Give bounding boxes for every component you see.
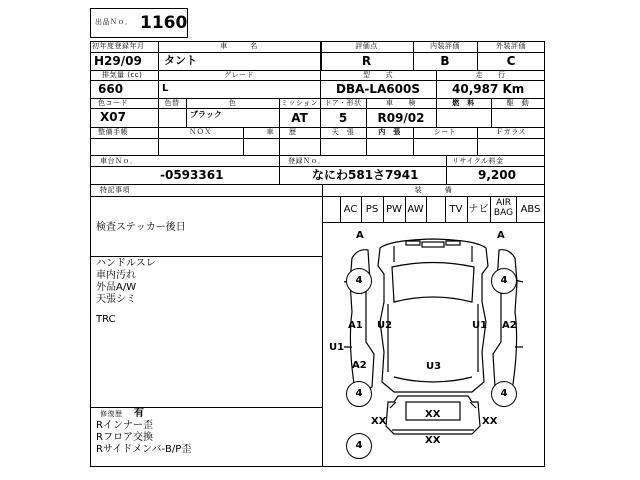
- doors-value: 5: [338, 111, 348, 125]
- damage-marker-xx: XX: [425, 409, 441, 420]
- note-line: ハンドルスレ: [96, 258, 156, 269]
- roof-label: 天 張: [331, 128, 355, 136]
- chassis-label: 車台Ｎｏ．: [100, 157, 138, 165]
- nox-label: ＮＯＸ: [189, 128, 212, 136]
- equipment-aw: AW: [407, 204, 424, 215]
- exterior-value: C: [506, 54, 516, 68]
- year-value: H29/09: [94, 54, 142, 68]
- maintenance-label: 整備手帳: [98, 128, 128, 136]
- rule: [90, 184, 545, 185]
- repair-line: Rフロア交換: [96, 432, 153, 443]
- inspection-value: R09/02: [377, 111, 425, 125]
- car-diagram: [322, 222, 545, 467]
- score-label: 評価点: [355, 42, 378, 50]
- mileage-value: 40,987 Km: [452, 82, 525, 96]
- lot-number: 1160: [140, 13, 188, 33]
- damage-marker-u1: U1: [472, 320, 488, 331]
- grade-label: グレード: [224, 71, 254, 79]
- color-code-label: 色コード: [98, 99, 128, 107]
- equipment-abs: ABS: [520, 204, 541, 215]
- equipment-airbag: AIR BAG: [493, 198, 514, 218]
- displacement-label: 排気量 (cc): [102, 71, 143, 79]
- drive-label: 駆 動: [506, 99, 530, 107]
- rule: [279, 155, 280, 184]
- note-line: 車内汚れ: [96, 270, 136, 281]
- rule: [90, 256, 322, 257]
- exterior-label: 外装評価: [496, 42, 526, 50]
- equipment-ps: PS: [365, 204, 379, 215]
- history-label: 車 歴: [266, 128, 297, 136]
- mission-label: ミッション: [280, 99, 319, 107]
- note-trc: TRC: [96, 314, 116, 325]
- color-value: ブラック: [190, 110, 222, 119]
- recycle-value: 9,200: [478, 168, 516, 182]
- damage-marker-xx: XX: [482, 416, 498, 427]
- damage-marker-a2: A2: [502, 320, 517, 331]
- grade-value: L: [162, 83, 169, 94]
- model-label: 型 式: [363, 71, 393, 79]
- damage-marker-a1: A1: [348, 320, 363, 331]
- score-value: R: [361, 54, 372, 68]
- equipment-header: 装 備: [414, 186, 453, 194]
- damage-marker-u2: U2: [377, 320, 393, 331]
- equipment-ac: AC: [343, 204, 358, 215]
- repair-line: Rインナー歪: [96, 420, 153, 431]
- car-name-value: タント: [164, 54, 197, 67]
- mission-value: AT: [291, 111, 308, 125]
- lot-label: 出品Ｎｏ．: [95, 18, 133, 26]
- note-line: 天張シミ: [96, 294, 136, 305]
- damage-marker-4: 4: [346, 268, 372, 294]
- fuel-label: 燃 料: [452, 99, 475, 107]
- equipment-pw: PW: [386, 204, 402, 215]
- door-label: ドア・形状: [324, 99, 362, 107]
- recycle-label: リサイクル料金: [452, 157, 504, 165]
- damage-marker-u1: U1: [329, 342, 345, 353]
- registration-value: なにわ581さ7941: [312, 168, 419, 182]
- repair-value: 有: [134, 408, 144, 419]
- interior-value: B: [440, 54, 450, 68]
- inspection-label: 車 検: [386, 99, 416, 107]
- color-label: 色: [228, 99, 237, 107]
- rule: [446, 155, 447, 184]
- note-line-1: 検査ステッカー後日: [96, 222, 186, 233]
- rule: [426, 196, 427, 222]
- damage-marker-a2: A2: [352, 360, 367, 371]
- rule: [90, 407, 322, 408]
- car-name-label: 車 名: [220, 42, 258, 50]
- color-code-value: X07: [100, 110, 126, 124]
- equipment-tv: TV: [449, 204, 463, 215]
- equipment-navi: ナビ: [468, 204, 489, 215]
- color-change-label: 色替: [164, 99, 180, 107]
- glass-label: Ｆガラス: [496, 128, 526, 136]
- repair-label: 修復歴: [100, 410, 123, 418]
- mileage-label: 走 行: [475, 71, 506, 79]
- chassis-value: -0593361: [160, 168, 224, 182]
- reg-label: 登録Ｎｏ．: [288, 157, 326, 165]
- model-value: DBA-LA600S: [336, 82, 420, 96]
- note-line: 外品A/W: [96, 282, 137, 293]
- damage-marker-u3: U3: [426, 361, 442, 372]
- damage-marker-4: 4: [346, 433, 372, 459]
- rule: [90, 196, 545, 197]
- interior2-label: 内 張: [378, 128, 401, 136]
- displacement-value: 660: [98, 82, 124, 96]
- damage-marker-a: A: [356, 230, 364, 241]
- repair-line: Rサイドメンバ-B/P歪: [96, 444, 192, 455]
- damage-marker-xx: XX: [425, 435, 441, 446]
- notes-header: 特記事項: [100, 186, 130, 194]
- damage-marker-xx: XX: [371, 416, 387, 427]
- damage-marker-4: 4: [491, 268, 517, 294]
- interior-label: 内装評価: [430, 42, 460, 50]
- year-label: 初年度登録年月: [92, 42, 145, 50]
- seat-label: シート: [433, 128, 457, 136]
- damage-marker-4: 4: [491, 381, 517, 407]
- damage-marker-a: A: [497, 230, 505, 241]
- damage-marker-4: 4: [346, 381, 372, 407]
